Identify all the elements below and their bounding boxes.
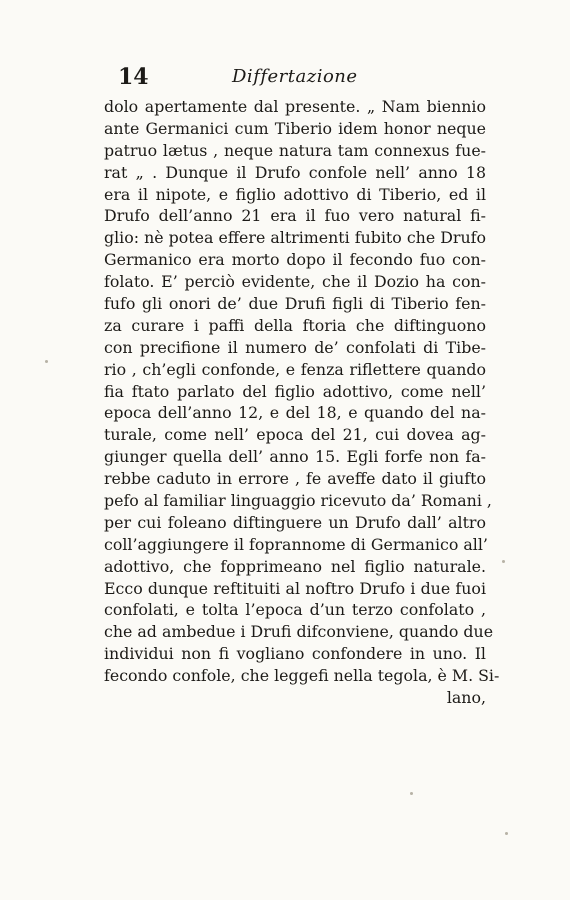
text-line: con precifione il numero de’ confolati di Tibe- <box>104 337 486 357</box>
text-line: folato. E’ perciò evidente, che il Dozio ha con- <box>104 272 486 292</box>
page-header <box>118 64 470 90</box>
text-line: za curare i paffi della ftoria che diftinguono <box>104 315 486 335</box>
catchword: lano, <box>446 688 486 708</box>
paper-speck <box>45 360 48 363</box>
text-line: Germanico era morto dopo il fecondo fuo con- <box>104 250 486 270</box>
paper-speck <box>410 792 413 795</box>
paper-speck <box>502 560 505 563</box>
page-number: 14 <box>118 64 149 90</box>
text-line: fufo gli onori de’ due Drufi figli di Tiberio fen- <box>104 294 486 314</box>
text-line: individui non fi vogliano confondere in uno. Il <box>104 644 486 664</box>
text-line: ante Germanici cum Tiberio idem honor neque <box>104 118 486 138</box>
paper-speck <box>505 832 508 835</box>
text-line: era il nipote, e figlio adottivo di Tiberio, ed il <box>104 184 486 204</box>
text-line: che ad ambedue i Drufi difconviene, quando due <box>104 622 494 642</box>
text-line: rebbe caduto in errore , fe aveffe dato il giufto <box>104 469 486 489</box>
text-line: pefo al familiar linguaggio ricevuto da’ Romani , <box>104 491 492 511</box>
text-line: dolo apertamente dal presente. „ Nam biennio <box>104 97 486 116</box>
text-line: Drufo dell’anno 21 era il fuo vero natural fi- <box>104 206 486 226</box>
text-line: confolati, e tolta l’epoca d’un terzo confolato , <box>104 600 486 620</box>
text-line: rio , ch’egli confonde, e fenza riflettere quando <box>104 359 486 379</box>
text-line: fecondo confole, che leggefi nella tegola, è M. Si- <box>104 666 500 686</box>
text-line: per cui foleano diftinguere un Drufo dall’ altro <box>104 512 486 532</box>
text-line: adottivo, che fopprimeano nel figlio naturale. <box>104 556 486 576</box>
text-line: rat „ . Dunque il Drufo confole nell’ anno 18 <box>104 162 486 182</box>
text-line: fia ftato parlato del figlio adottivo, come nell’ <box>104 381 486 401</box>
text-line: epoca dell’anno 12, e del 18, e quando del na- <box>104 403 486 423</box>
text-line: coll’aggiungere il foprannome di Germanico all’ <box>104 534 488 554</box>
body-text <box>104 96 500 709</box>
text-line: glio: nè potea effere altrimenti fubito che Drufo <box>104 228 486 248</box>
text-line: Ecco dunque reftituiti al noftro Drufo i due fuoi <box>104 578 486 598</box>
text-line: patruo lætus , neque natura tam connexus fue- <box>104 140 486 160</box>
text-line: giunger quella dell’ anno 15. Egli forfe non fa- <box>104 447 486 467</box>
text-line: turale, come nell’ epoca del 21, cui dovea ag- <box>104 425 486 445</box>
running-title: Differtazione <box>232 66 358 87</box>
